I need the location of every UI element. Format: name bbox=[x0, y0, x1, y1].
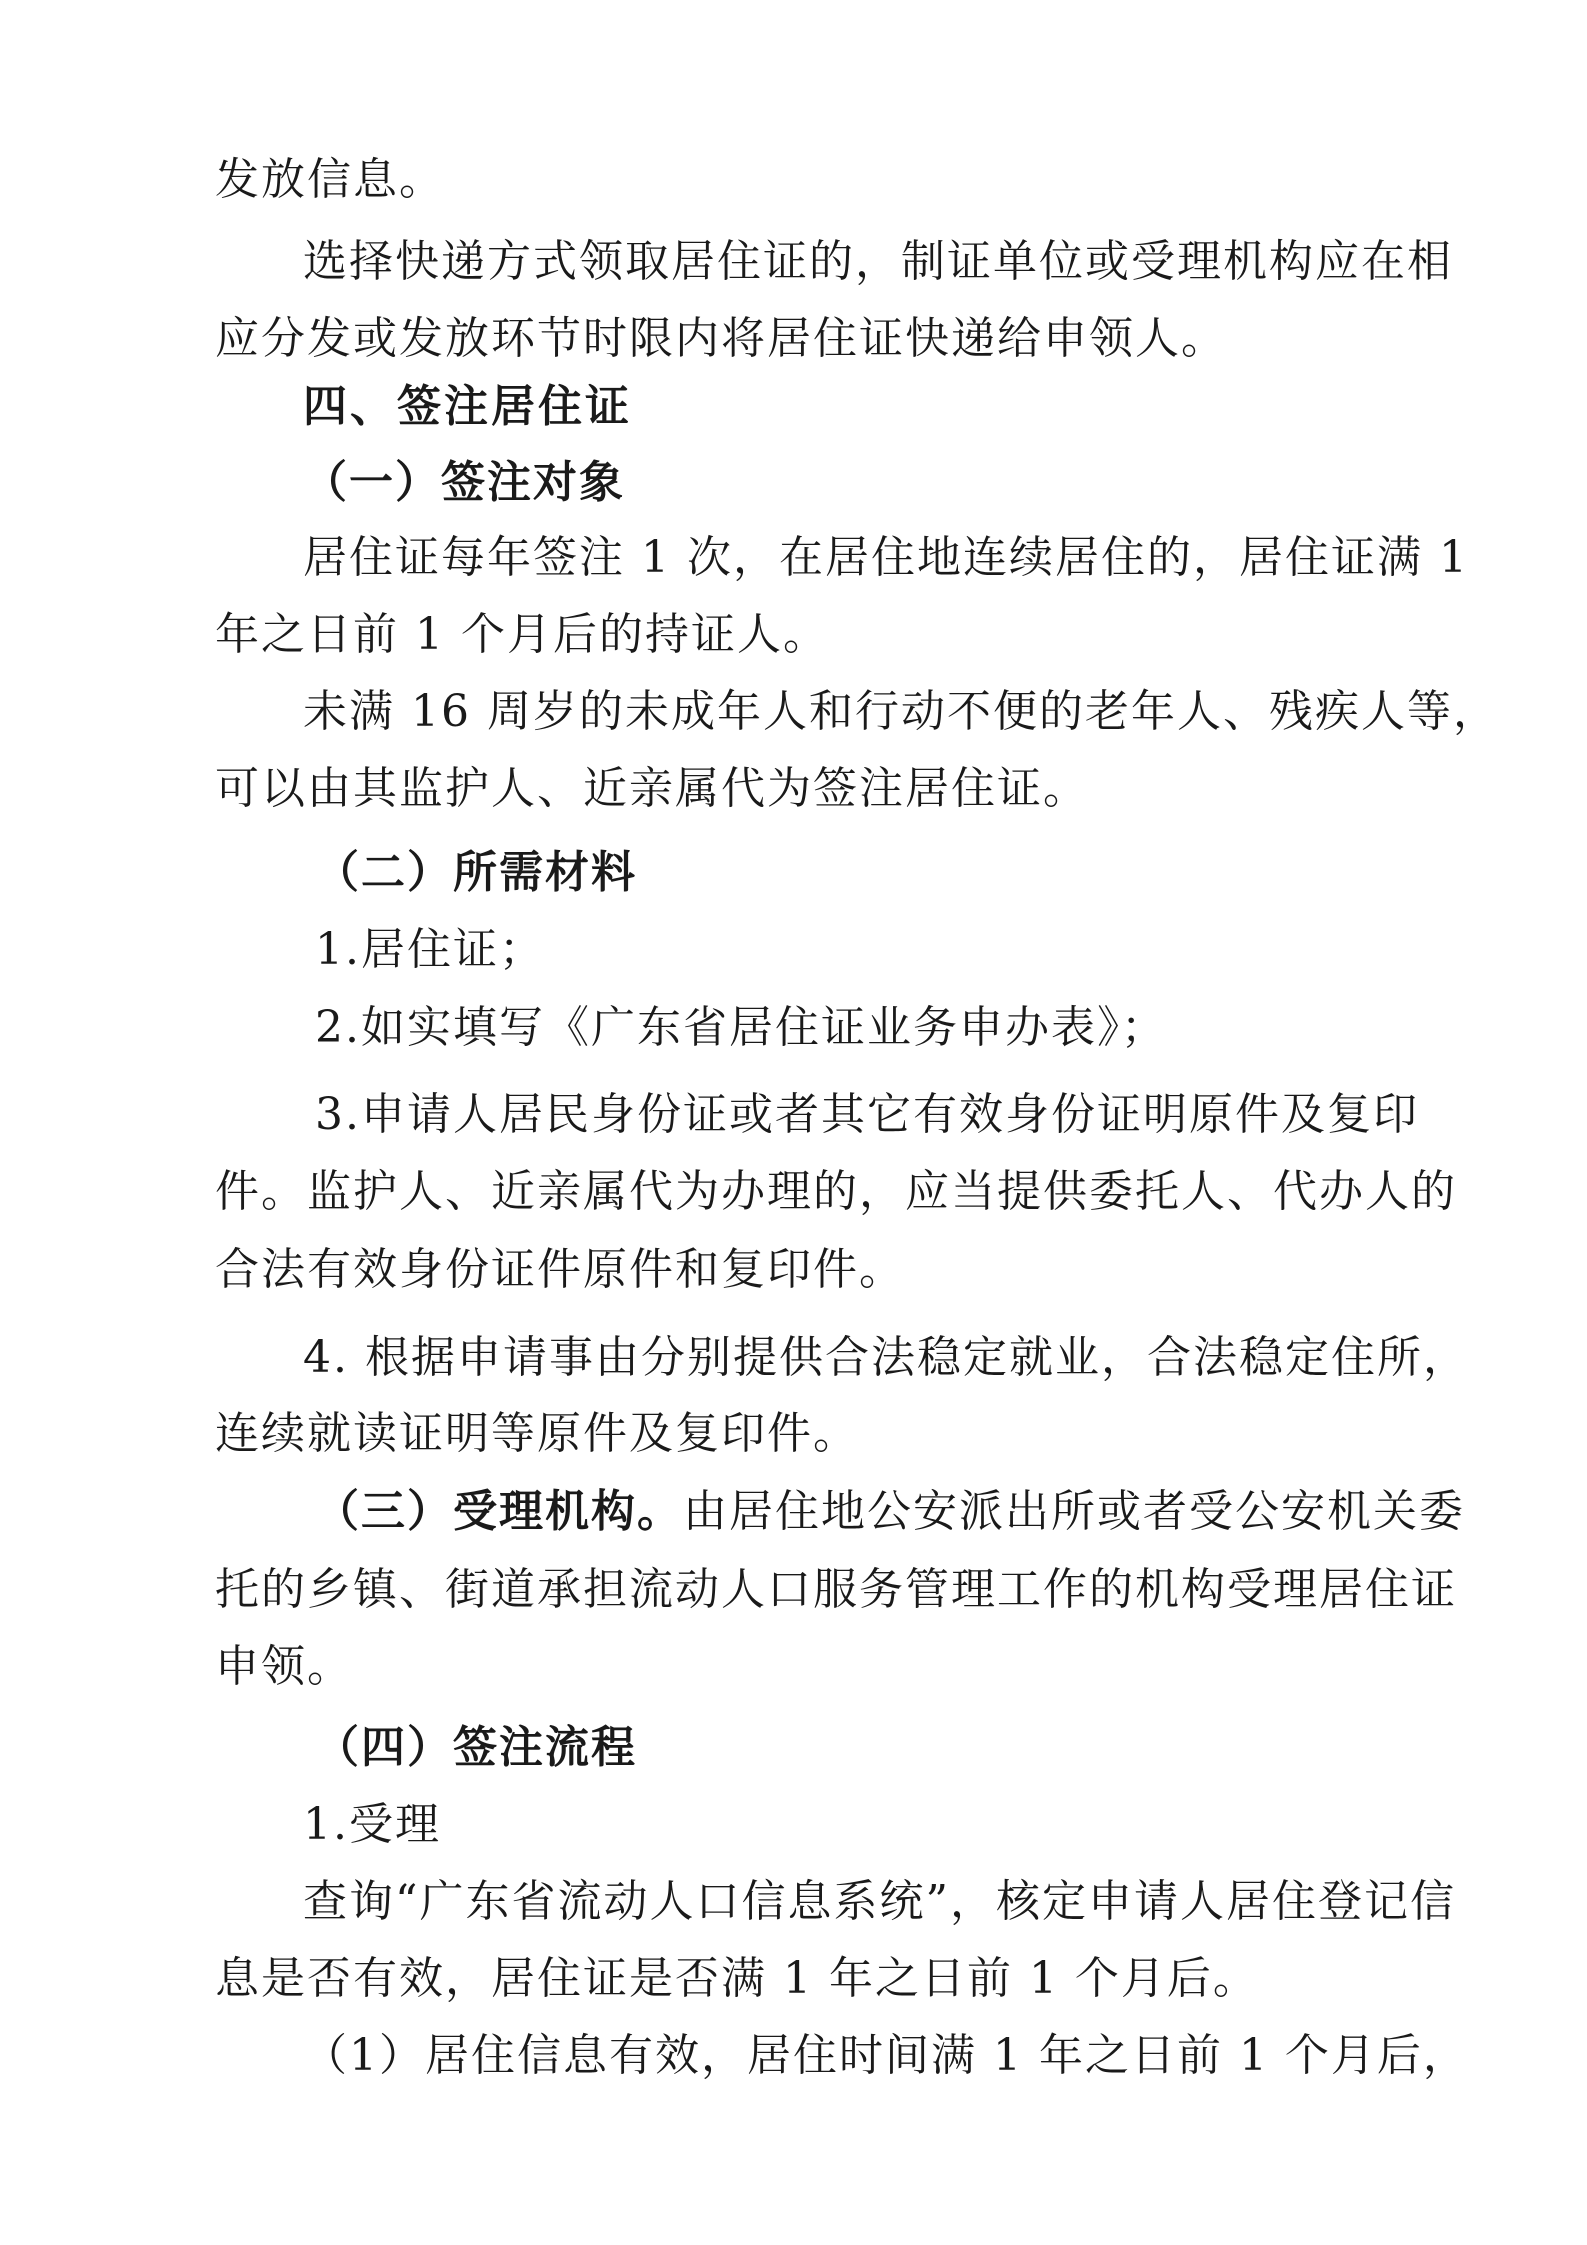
paragraph-line: 选择快递方式领取居住证的，制证单位或受理机构应在相 bbox=[303, 236, 1453, 287]
paragraph-line: 件。监护人、近亲属代为办理的，应当提供委托人、代办人的 bbox=[215, 1166, 1457, 1217]
list-item: 4. 根据申请事由分别提供合法稳定就业，合法稳定住所， bbox=[303, 1332, 1469, 1383]
subsection-paragraph bbox=[315, 1486, 1465, 1537]
paragraph-line: 发放信息。 bbox=[215, 154, 445, 205]
paragraph-line: 应分发或发放环节时限内将居住证快递给申领人。 bbox=[215, 313, 1227, 364]
subsection-heading: （二）所需材料 bbox=[315, 847, 637, 898]
paragraph-line: 查询“广东省流动人口信息系统”，核定申请人居住登记信 bbox=[303, 1876, 1456, 1927]
paragraph-line: 可以由其监护人、近亲属代为签注居住证。 bbox=[215, 763, 1089, 814]
list-item: 2.如实填写《广东省居住证业务申办表》； bbox=[315, 1002, 1167, 1053]
paragraph-line: 申领。 bbox=[215, 1641, 353, 1692]
subsection-heading: （四）签注流程 bbox=[315, 1722, 637, 1773]
paragraph-line: 居住证每年签注 1 次，在居住地连续居住的，居住证满 1 bbox=[303, 532, 1469, 583]
paragraph-line: 未满 16 周岁的未成年人和行动不便的老年人、残疾人等， bbox=[303, 686, 1499, 737]
section-heading: 四、签注居住证 bbox=[303, 381, 632, 432]
list-item: 1.居住证； bbox=[315, 924, 545, 975]
list-item: 1.受理 bbox=[303, 1799, 441, 1850]
paragraph-line: 息是否有效，居住证是否满 1 年之日前 1 个月后。 bbox=[215, 1953, 1259, 2004]
paragraph-line: 托的乡镇、街道承担流动人口服务管理工作的机构受理居住证 bbox=[215, 1564, 1457, 1615]
paragraph-text: 由居住地公安派出所或者受公安机关委 bbox=[683, 1486, 1465, 1537]
subsection-heading: （一）签注对象 bbox=[303, 457, 625, 508]
subsection-heading: （三）受理机构。 bbox=[315, 1486, 683, 1537]
paragraph-line: 连续就读证明等原件及复印件。 bbox=[215, 1408, 859, 1459]
paragraph-line: 合法有效身份证件原件和复印件。 bbox=[215, 1244, 905, 1295]
paragraph-line: （1）居住信息有效，居住时间满 1 年之日前 1 个月后， bbox=[303, 2030, 1469, 2081]
paragraph-line: 年之日前 1 个月后的持证人。 bbox=[215, 609, 829, 660]
list-item: 3.申请人居民身份证或者其它有效身份证明原件及复印 bbox=[315, 1089, 1419, 1140]
